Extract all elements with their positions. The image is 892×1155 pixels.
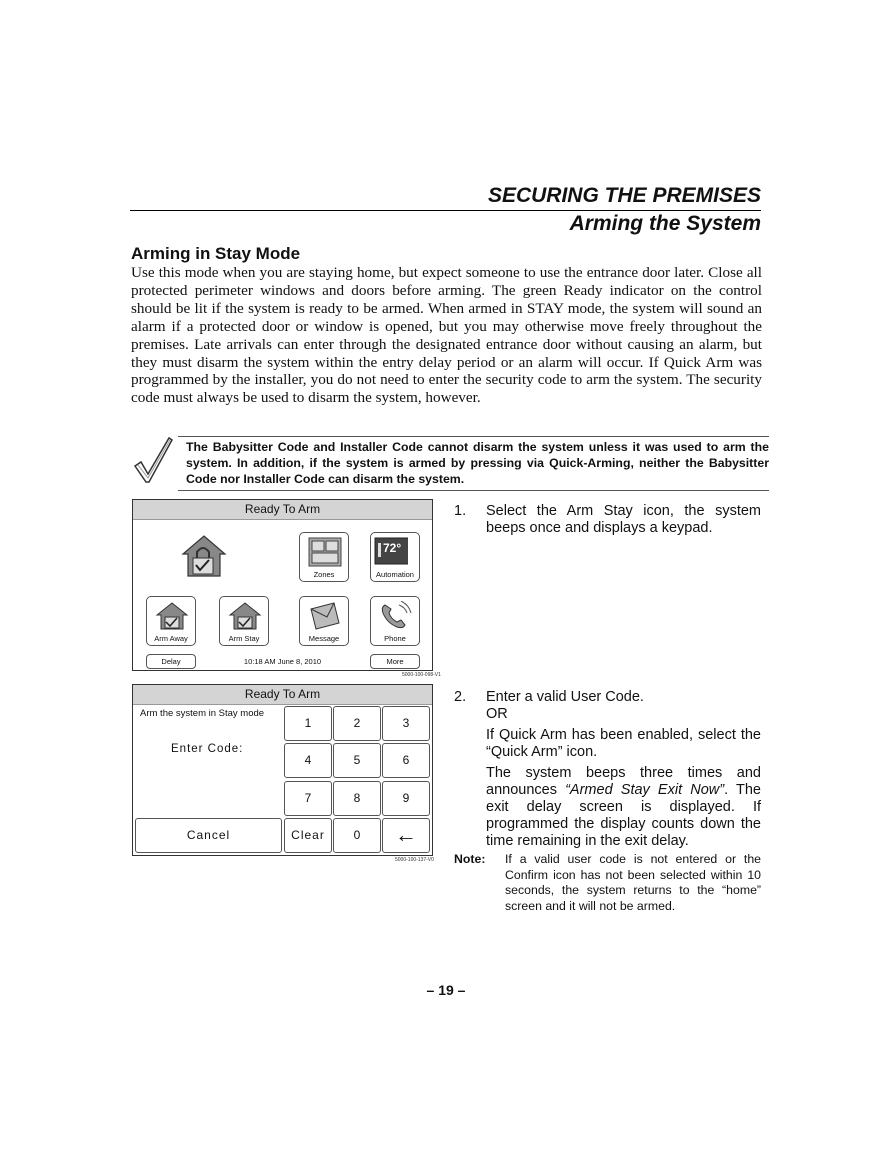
figure-code-1: 5000-100-098-V1	[402, 672, 441, 678]
arm-stay-label: Arm Stay	[228, 634, 260, 643]
page-number: – 19 –	[426, 982, 466, 998]
note-label: Note:	[454, 852, 486, 866]
delay-button[interactable]: Delay	[146, 654, 196, 669]
step-1	[454, 503, 762, 543]
announcement-text: “Armed Stay Exit Now”	[565, 782, 725, 798]
phone-icon	[379, 601, 413, 631]
phone-tile[interactable]	[370, 596, 420, 646]
page-header-subtitle: Arming the System	[569, 212, 761, 235]
zones-tile[interactable]	[299, 532, 349, 582]
enter-code-label: Enter Code:	[171, 743, 244, 755]
step-text: Select the Arm Stay icon, the system beeps once and displays a keypad.	[486, 503, 761, 536]
key-1[interactable]: 1	[284, 706, 332, 741]
page-header-title: SECURING THE PREMISES	[487, 184, 761, 207]
clear-button[interactable]: Clear	[284, 818, 332, 853]
arm-away-label: Arm Away	[154, 634, 188, 643]
step-number: 1.	[454, 503, 467, 519]
message-tile[interactable]	[299, 596, 349, 646]
envelope-icon	[308, 601, 342, 631]
screen-title: Ready To Arm	[133, 685, 432, 705]
header-rule	[130, 210, 761, 211]
step-para	[486, 765, 761, 850]
step-line: Enter a valid User Code.	[486, 689, 644, 705]
step-para: If Quick Arm has been enabled, select the “Quick Arm” icon.	[486, 727, 761, 760]
house-lock-icon	[179, 532, 229, 580]
home-screen-figure	[132, 499, 433, 671]
message-label: Message	[308, 634, 340, 643]
section-heading: Arming in Stay Mode	[131, 244, 301, 263]
temp-readout: 72°	[383, 541, 402, 555]
arm-away-tile[interactable]	[146, 596, 196, 646]
step-para-text: The system beeps three times and announces	[486, 765, 761, 798]
zones-icon	[308, 537, 342, 567]
screen-title: Ready To Arm	[133, 500, 432, 520]
key-0[interactable]: 0	[333, 818, 381, 853]
key-4[interactable]: 4	[284, 743, 332, 778]
key-5[interactable]: 5	[333, 743, 381, 778]
note-text: If a valid user code is not entered or the Confirm icon has not been selected within 10 seconds, the system returns to the “home” screen and it will not be armed.	[505, 852, 761, 913]
key-3[interactable]: 3	[382, 706, 430, 741]
section-paragraph: Use this mode when you are staying home, but expect someone to use the entrance door later. Close all protected perimeter windows and doors before arming. The green Ready indicator on the control should be lit if the system is ready to be armed. When armed in STAY mode, the system will sound an alarm if a protected door or window is opened, but you may otherwise move freely throughout the premises. Late arrivals can enter through the designated entrance door without causing an alarm, but they must disarm the system within the entry delay period or an alarm will occur. If Quick Arm was programmed by the installer, you do not need to enter the security code to arm the system. The security code must always be used to disarm the system, however.	[131, 264, 762, 407]
note-box: The Babysitter Code and Installer Code cannot disarm the system unless it was used to arm the system. In addition, if the system is armed by pressing via Quick-Arming, neither the Babysitter Code nor Installer Code can disarm the system.	[178, 436, 769, 491]
keypad-screen-figure	[132, 684, 433, 856]
arm-stay-icon	[228, 601, 262, 631]
automation-tile[interactable]	[370, 532, 420, 582]
key-9[interactable]: 9	[382, 781, 430, 816]
arm-stay-tile[interactable]	[219, 596, 269, 646]
key-8[interactable]: 8	[333, 781, 381, 816]
phone-label: Phone	[384, 634, 406, 643]
keypad-prompt: Arm the system in Stay mode	[140, 708, 265, 719]
key-7[interactable]: 7	[284, 781, 332, 816]
cancel-button[interactable]: Cancel	[135, 818, 282, 853]
key-6[interactable]: 6	[382, 743, 430, 778]
step-number: 2.	[454, 689, 467, 705]
backspace-button[interactable]	[382, 818, 430, 853]
key-2[interactable]: 2	[333, 706, 381, 741]
automation-label: Automation	[376, 570, 414, 579]
step-or: OR	[486, 706, 508, 722]
step-2	[454, 689, 762, 849]
checkmark-icon	[133, 436, 173, 484]
arm-away-icon	[155, 601, 189, 631]
zones-label: Zones	[313, 570, 335, 579]
datetime-display: 10:18 AM June 8, 2010	[243, 657, 322, 666]
figure-code-2: 5000-100-137-V0	[395, 857, 434, 863]
more-button[interactable]: More	[370, 654, 420, 669]
left-arrow-icon: ←	[395, 822, 417, 847]
step-para-text: . The exit delay screen is displayed. If programmed the display counts down the time remaining in the exit delay.	[486, 782, 761, 849]
note	[454, 852, 762, 916]
